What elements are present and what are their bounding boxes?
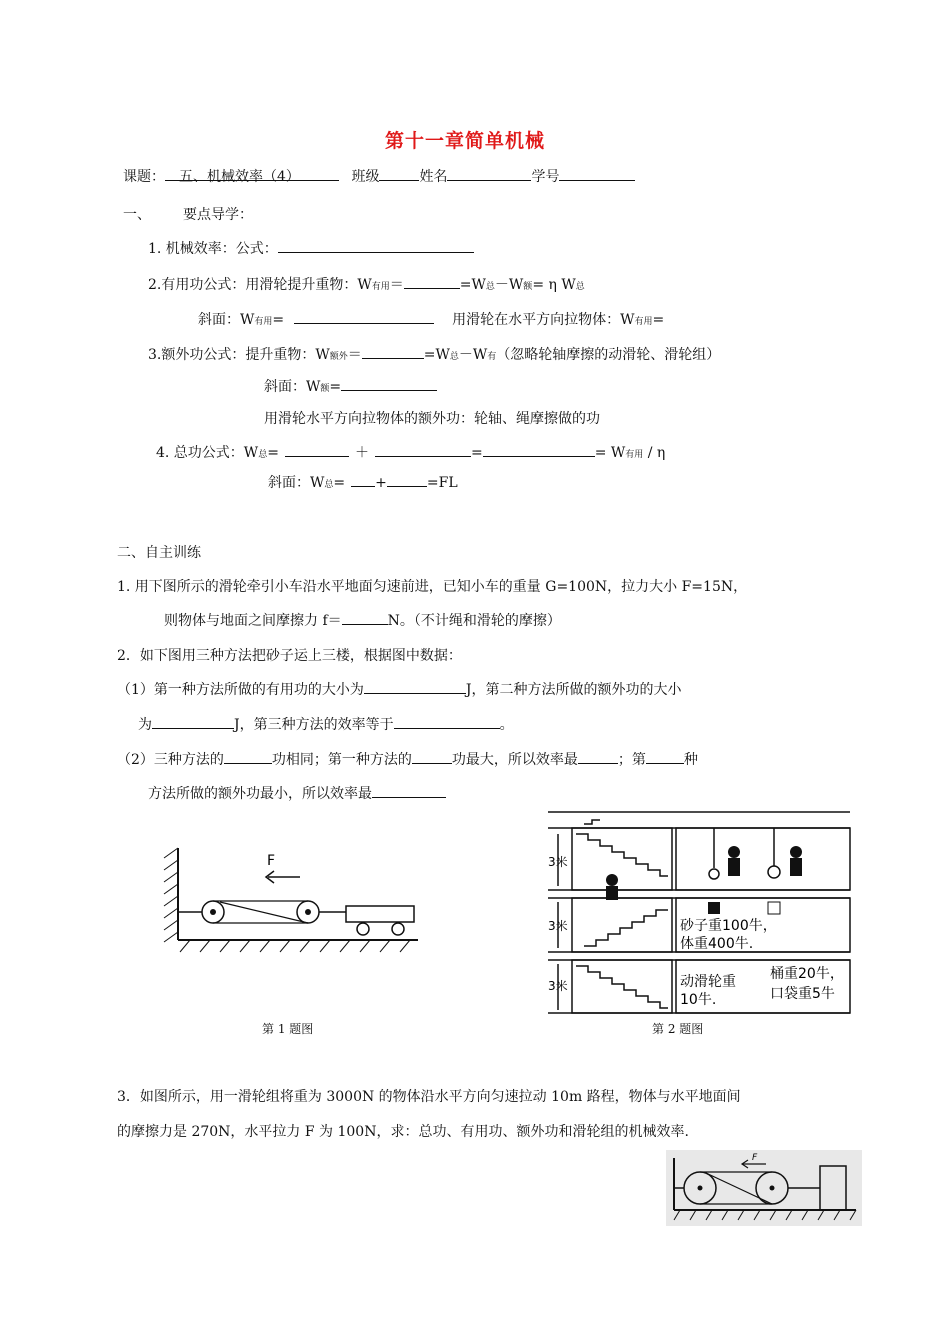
question-1-line-1: 1. 用下图所示的滑轮牵引小车沿水平地面匀速前进，已知小车的重量 G=100N，拉力大小 F=15N， bbox=[117, 579, 748, 595]
topic-label: 课题： bbox=[123, 169, 165, 185]
question-3-line-2: 的摩擦力是 270N，水平拉力 F 为 100N，求：总功、有用功、额外功和滑轮组的机械效率. bbox=[117, 1124, 689, 1140]
incline-total-blank-1[interactable] bbox=[351, 472, 375, 487]
highest-efficiency-blank[interactable] bbox=[372, 783, 446, 798]
question-1-line-2: 则物体与地面之间摩擦力 f＝ N。（不计绳和滑轮的摩擦） bbox=[164, 610, 561, 630]
cart bbox=[346, 906, 414, 922]
floor-height-2: 3米 bbox=[548, 919, 568, 933]
efficiency-method3-blank[interactable] bbox=[394, 714, 500, 729]
bag-weight-text: 口袋重5牛 bbox=[770, 986, 835, 1002]
page-title: 第十一章简单机械 bbox=[385, 130, 546, 152]
point-2-incline: 斜面：W有用= 用滑轮在水平方向拉物体：W有用= bbox=[198, 309, 664, 329]
section1-heading: 一、 要点导学： bbox=[123, 207, 253, 223]
point-4-incline: 斜面：W总= + =FL bbox=[268, 472, 458, 492]
question-2-2-line-2: 方法所做的额外功最小，所以效率最 bbox=[148, 783, 446, 803]
id-blank[interactable] bbox=[559, 166, 635, 181]
useful-work-blank[interactable] bbox=[404, 274, 460, 289]
point-3-pulley: 用滑轮水平方向拉物体的额外功：轮轴、绳摩擦做的功 bbox=[264, 411, 600, 427]
question-2: 2．如下图用三种方法把砂子运上三楼，根据图中数据： bbox=[117, 648, 462, 664]
pulley-weight-value: 10牛. bbox=[680, 992, 717, 1008]
point-3: 3.额外功公式：提升重物：W额外＝ =W总－W有（忽略轮轴摩擦的动滑轮、滑轮组） bbox=[148, 344, 720, 364]
class-blank[interactable] bbox=[379, 166, 419, 181]
bucket-weight-text: 桶重20牛， bbox=[770, 966, 844, 982]
question-2-2-line-1: （2）三种方法的 功相同；第一种方法的 功最大，所以效率最 ；第 种 bbox=[117, 749, 698, 769]
figure-1-pulley-cart bbox=[160, 840, 430, 960]
sand-weight-text: 砂子重100牛， bbox=[680, 918, 777, 934]
efficiency-formula-blank[interactable] bbox=[278, 238, 474, 253]
incline-useful-blank[interactable] bbox=[294, 309, 434, 324]
floor-height-3: 3米 bbox=[548, 979, 568, 993]
force-label: F bbox=[267, 853, 276, 869]
method-number-blank[interactable] bbox=[646, 749, 684, 764]
pulley-weight-text: 动滑轮重 bbox=[680, 974, 736, 990]
useful-work-method1-blank[interactable] bbox=[364, 679, 466, 694]
point-2: 2.有用功公式：用滑轮提升重物：W有用＝ =W总－W额= η W总 bbox=[148, 274, 585, 294]
total-blank-1[interactable] bbox=[285, 442, 349, 457]
figure-1-caption: 第 1 题图 bbox=[262, 1022, 314, 1036]
extra-work-blank[interactable] bbox=[362, 344, 424, 359]
total-blank-3[interactable] bbox=[483, 442, 595, 457]
question-3-line-1: 3．如图所示，用一滑轮组将重为 3000N 的物体沿水平方向匀速拉动 10m 路程，物体与水平地面间 bbox=[117, 1089, 741, 1105]
name-blank[interactable] bbox=[447, 166, 531, 181]
name-label: 姓名 bbox=[419, 169, 448, 185]
floor-height-1: 3米 bbox=[548, 855, 568, 869]
question-2-1-line-2: 为 J，第三种方法的效率等于 。 bbox=[138, 714, 514, 734]
incline-total-blank-2[interactable] bbox=[387, 472, 427, 487]
friction-blank[interactable] bbox=[342, 610, 388, 625]
total-blank-2[interactable] bbox=[375, 442, 471, 457]
topic-value: 五、机械效率（4） bbox=[165, 166, 339, 181]
incline-extra-blank[interactable] bbox=[341, 376, 437, 391]
body-weight-text: 体重400牛. bbox=[680, 936, 754, 952]
extra-work-method2-blank[interactable] bbox=[152, 714, 234, 729]
largest-work-blank[interactable] bbox=[412, 749, 452, 764]
header-line bbox=[123, 166, 635, 186]
lowest-efficiency-blank[interactable] bbox=[578, 749, 618, 764]
point-1: 1. 机械效率：公式： bbox=[148, 238, 474, 258]
section2-heading: 二、自主训练 bbox=[117, 545, 201, 561]
question-2-1-line-1: （1）第一种方法所做的有用功的大小为 J，第二种方法所做的额外功的大小 bbox=[117, 679, 682, 699]
figure-3-force-label: F bbox=[752, 1153, 758, 1163]
same-work-blank[interactable] bbox=[224, 749, 272, 764]
point-4: 4. 总功公式：W总= ＋ = = W有用 / η bbox=[156, 442, 665, 462]
id-label: 学号 bbox=[531, 169, 560, 185]
figure-3-pulley-block bbox=[666, 1150, 862, 1226]
class-label: 班级 bbox=[351, 169, 380, 185]
figure-2-three-methods bbox=[544, 806, 854, 1016]
figure-2-caption: 第 2 题图 bbox=[652, 1022, 704, 1036]
point-3-incline: 斜面：W额= bbox=[264, 376, 437, 396]
